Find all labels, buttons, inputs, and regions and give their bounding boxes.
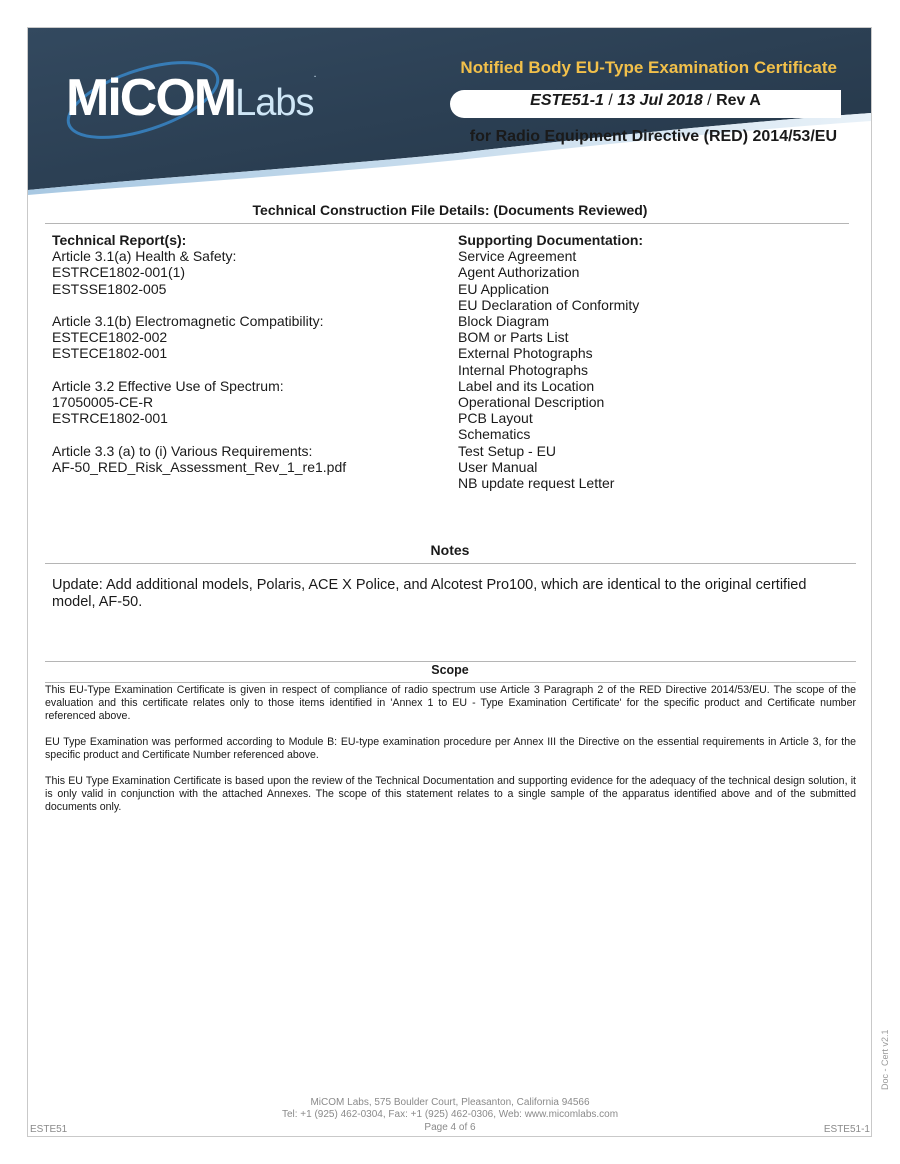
supporting-doc-item: Label and its Location	[458, 377, 595, 394]
certificate-revision: Rev A	[716, 92, 761, 109]
scope-paragraph: This EU-Type Examination Certificate is given in respect of compliance of radio spectrum use Article 3 Paragraph 2 of the RED Directive 2014/53/EU. The scope of the evaluation and this certificate relates only to those items identified in 'Annex 1 to EU - Type Examination Certificate' for the specific product and Certificate number referenced above.	[45, 684, 856, 722]
tcf-divider	[45, 223, 849, 224]
certificate-title: Notified Body EU-Type Examination Certificate	[460, 58, 837, 77]
page-number: Page 4 of 6	[424, 1122, 476, 1133]
separator: /	[707, 92, 712, 109]
report-article: Article 3.2 Effective Use of Spectrum:	[52, 377, 284, 394]
supporting-doc-item: External Photographs	[458, 345, 593, 362]
supporting-doc-item: NB update request Letter	[458, 475, 615, 492]
scope-divider	[45, 682, 856, 683]
certificate-id-line	[450, 92, 841, 110]
footer-left-code: ESTE51	[30, 1124, 68, 1135]
scope-paragraph: EU Type Examination was performed according to Module B: EU-type examination procedure per Annex III the Directive on the essential requirements in Article 3, for the specific product and Certificate Number referenced above.	[45, 736, 856, 761]
tcf-heading: Technical Construction File Details: (Documents Reviewed)	[252, 202, 648, 218]
footer-address: MiCOM Labs, 575 Boulder Court, Pleasanton, California 94566	[310, 1097, 590, 1108]
report-item: AF-50_RED_Risk_Assessment_Rev_1_re1.pdf	[52, 458, 347, 475]
supporting-doc-item: User Manual	[458, 458, 538, 475]
supporting-doc-item: EU Application	[458, 280, 550, 297]
footer-right-code: ESTE51-1	[823, 1124, 870, 1135]
certificate-header	[28, 28, 871, 195]
supporting-doc-item: Agent Authorization	[458, 264, 580, 281]
supporting-docs-column	[458, 232, 848, 491]
technical-reports-heading: Technical Report(s):	[52, 232, 187, 248]
report-item: ESTECE1802-002	[52, 329, 168, 346]
certificate-number: ESTE51-1	[530, 92, 604, 109]
report-article: Article 3.1(a) Health & Safety:	[52, 248, 237, 265]
footer-contact: Tel: +1 (925) 462-0304, Fax: +1 (925) 462-0306, Web: www.micomlabs.com	[281, 1109, 619, 1120]
scope-heading: Scope	[431, 663, 469, 677]
supporting-doc-item: Service Agreement	[458, 248, 577, 265]
doc-version-tag: Doc - Cert v2.1	[880, 1029, 890, 1090]
certificate-date: 13 Jul 2018	[617, 92, 703, 109]
technical-reports-column	[52, 232, 432, 475]
scope-top-divider	[45, 661, 856, 662]
supporting-doc-item: PCB Layout	[458, 410, 533, 427]
separator: /	[608, 92, 613, 109]
scope-paragraph: This EU Type Examination Certificate is based upon the review of the Technical Documentation and supporting evidence for the adequacy of the technical design solution, it is only valid in conjunction with the attached Annexes. The scope of this statement relates to a single sample of the apparatus identified above and of the submitted documents only.	[45, 775, 856, 813]
scope-body	[45, 684, 856, 827]
report-item: ESTSSE1802-005	[52, 280, 167, 297]
supporting-doc-item: Block Diagram	[458, 313, 550, 330]
supporting-docs-heading: Supporting Documentation:	[458, 232, 644, 248]
report-article: Article 3.1(b) Electromagnetic Compatibility:	[52, 313, 324, 329]
supporting-doc-item: BOM or Parts List	[458, 329, 569, 346]
supporting-doc-item: Schematics	[458, 426, 531, 443]
notes-heading: Notes	[430, 542, 470, 558]
supporting-doc-item: Internal Photographs	[458, 361, 588, 378]
notes-divider	[45, 563, 856, 564]
supporting-doc-item: EU Declaration of Conformity	[458, 296, 640, 313]
directive-line: for Radio Equipment Directive (RED) 2014/53/EU	[469, 128, 837, 145]
report-item: ESTRCE1802-001(1)	[52, 264, 186, 281]
report-article: Article 3.3 (a) to (i) Various Requirements:	[52, 442, 313, 459]
report-item: ESTECE1802-001	[52, 345, 168, 362]
supporting-doc-item: Operational Description	[458, 394, 605, 411]
supporting-doc-item: Test Setup - EU	[458, 442, 557, 459]
micom-labs-logo: MiCOMLabs.	[66, 68, 317, 127]
report-item: 17050005-CE-R	[52, 394, 154, 410]
report-item: ESTRCE1802-001	[52, 410, 168, 427]
notes-text: Update: Add additional models, Polaris, ACE X Police, and Alcotest Pro100, which are identical to the original certified model, AF-50.	[52, 577, 807, 610]
